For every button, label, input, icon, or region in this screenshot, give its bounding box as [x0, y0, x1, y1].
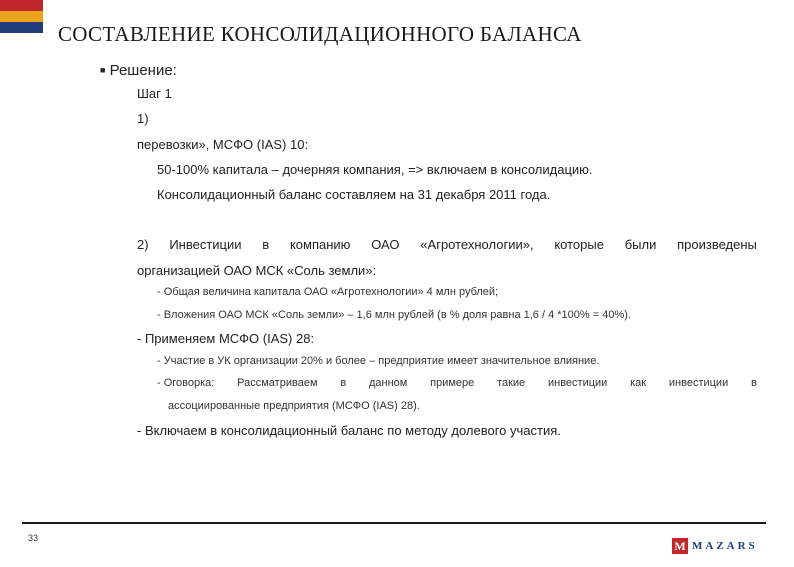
- item2-sub-1: - Общая величина капитала ОАО «Агротехнологии» 4 млн рублей;: [157, 286, 499, 298]
- mazars-logo: [672, 538, 758, 554]
- word: в: [340, 377, 347, 389]
- word: - Оговорка:: [157, 377, 215, 389]
- apply-sub-1: - Участие в УК организации 20% и более – предприятие имеет значительное влияние.: [157, 355, 600, 367]
- flag-stripe-blue: [0, 22, 43, 33]
- word: как: [630, 377, 647, 389]
- word: такие: [497, 377, 526, 389]
- word: ОАО: [371, 237, 400, 252]
- logo-mark-icon: M: [672, 538, 688, 554]
- item2-line-1: [137, 237, 757, 252]
- item1-number: 1): [137, 111, 149, 126]
- word: в: [751, 377, 757, 389]
- word: инвестиции: [668, 377, 729, 389]
- word: 2): [137, 237, 149, 252]
- apply-sub-2: [157, 377, 757, 389]
- item1-line: перевозки», МСФО (IAS) 10:: [137, 137, 309, 152]
- item1-detail-1: 50-100% капитала – дочерняя компания, => включаем в консолидацию.: [157, 162, 593, 177]
- page-title: СОСТАВЛЕНИЕ КОНСОЛИДАЦИОННОГО БАЛАНСА: [58, 22, 582, 46]
- footer-divider: [22, 522, 766, 524]
- square-bullet-icon: ■: [100, 65, 106, 75]
- word: Рассматриваем: [237, 377, 318, 389]
- logo-text: MAZARS: [692, 540, 758, 552]
- word: примере: [430, 377, 475, 389]
- word: которые: [554, 237, 604, 252]
- word: Инвестиции: [169, 237, 242, 252]
- item2-sub-2: - Вложения ОАО МСК «Соль земли» – 1,6 млн рублей (в % доля равна 1,6 / 4 *100% = 40%).: [157, 309, 631, 321]
- word: в: [262, 237, 270, 252]
- flag-logo: [0, 0, 43, 33]
- word: были: [624, 237, 657, 252]
- step-label: Шаг 1: [137, 86, 172, 101]
- apply-sub-2-continued: ассоциированные предприятия (МСФО (IAS) 28).: [168, 400, 420, 412]
- word: компанию: [289, 237, 351, 252]
- page-number: 33: [28, 533, 39, 543]
- solution-label: Решение:: [109, 62, 177, 79]
- flag-stripe-red: [0, 0, 43, 11]
- word: произведены: [677, 237, 757, 252]
- flag-stripe-orange: [0, 11, 43, 22]
- apply-line: - Применяем МСФО (IAS) 28:: [137, 331, 315, 346]
- word: инвестиции: [547, 377, 608, 389]
- conclusion-line: - Включаем в консолидационный баланс по методу долевого участия.: [137, 423, 561, 438]
- item2-line-2: организацией ОАО МСК «Соль земли»:: [137, 263, 377, 278]
- item1-detail-2: Консолидационный баланс составляем на 31 декабря 2011 года.: [157, 187, 551, 202]
- solution-heading: [100, 62, 177, 79]
- word: данном: [368, 377, 408, 389]
- word: «Агротехнологии»,: [420, 237, 534, 252]
